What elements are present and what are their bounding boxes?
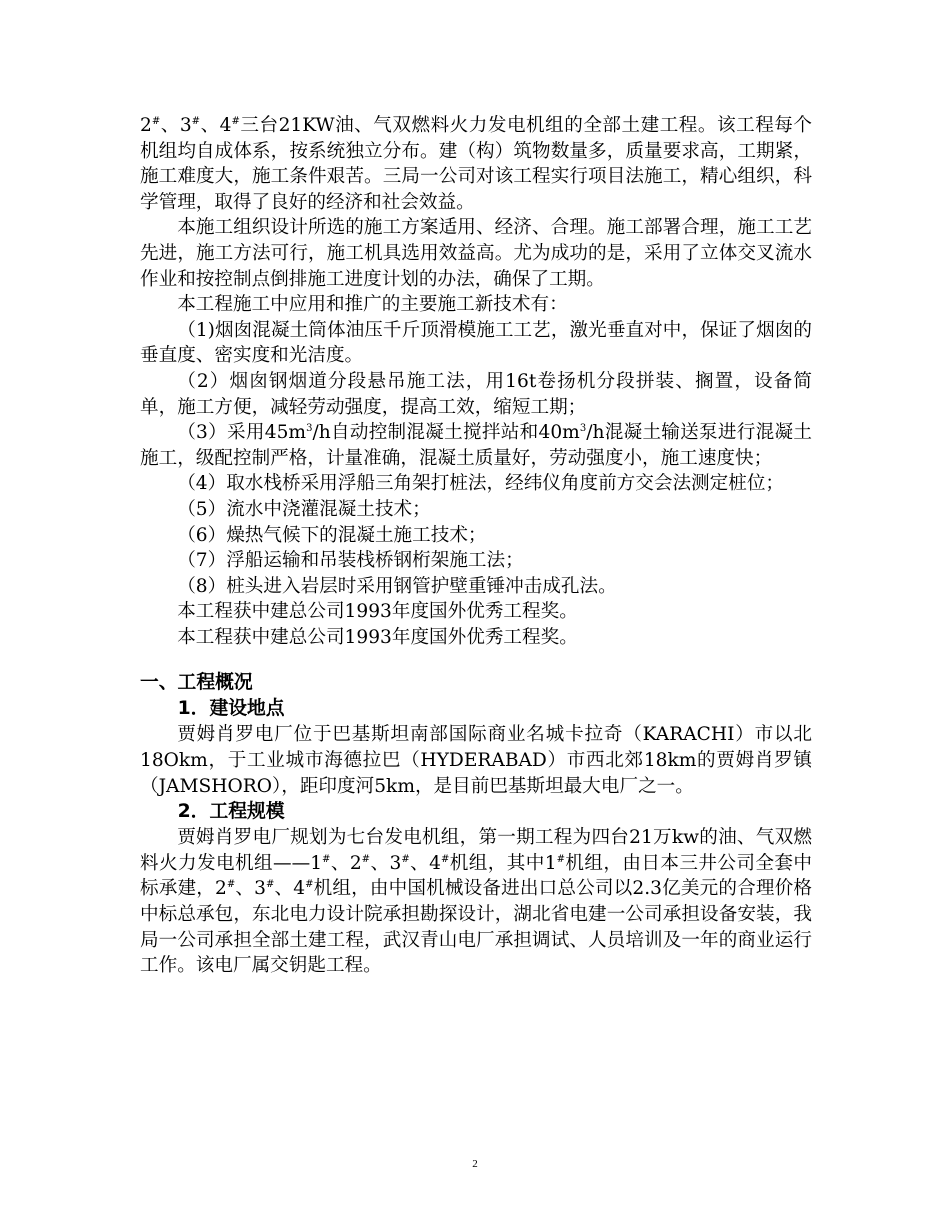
document-body (140, 113, 812, 979)
section-heading: 一、工程概况 (140, 672, 253, 694)
paragraph: （1)烟囱混凝土筒体油压千斤顶滑模施工工艺，激光垂直对中，保证了烟囱的垂直度、密实度和光洁度。 (140, 319, 812, 367)
paragraph: 2#、3#、4#三台21KW油、气双燃料火力发电机组的全部土建工程。该工程每个机组均自成体系，按系统独立分布。建（构）筑物数量多，质量要求高，工期紧，施工难度大，施工条件艰苦。三局一公司对该工程实行项目法施工，精心组织，科学管理，取得了良好的经济和社会效益。 (140, 115, 812, 213)
section-heading: 2．工程规模 (177, 801, 285, 823)
paragraph: （6）燥热气候下的混凝土施工技术； (177, 524, 487, 546)
paragraph: 本施工组织设计所选的施工方案适用、经济、合理。施工部署合理，施工工艺先进，施工方法可行，施工机具选用效益高。尤为成功的是，采用了立体交叉流水作业和按控制点倒排施工进度计划的办法，确保了工期。 (140, 217, 812, 290)
paragraph: 本工程获中建总公司1993年度国外优秀工程奖。 (177, 626, 578, 648)
section-heading: 1．建设地点 (177, 698, 285, 720)
paragraph: （8）桩头进入岩层时采用钢管护壁重锤冲击成孔法。 (177, 575, 617, 597)
paragraph: （3）采用$45m^3/h$自动控制混凝土搅拌站和$40m^3/h$混凝土输送泵进行混凝土施工，级配控制严格，计量准确，混凝土质量好，劳动强度小，施工速度快； (140, 422, 812, 469)
paragraph: 贾姆肖罗电厂规划为七台发电机组，第一期工程为四台21万kw的油、气双燃料火力发电机组——1#、2#、3#、4#机组，其中1#机组，由日本三井公司全套中标承建，2#、3#、4#机组，由中国机械设备进出口总公司以2.3亿美元的合理价格中标总承包，东北电力设计院承担勘探设计，湖北省电建一公司承担设备安装，我局一公司承担全部土建工程，武汉青山电厂承担调试、人员培训及一年的商业运行工作。该电厂属交钥匙工程。 (140, 827, 812, 977)
paragraph: （4）取水栈桥采用浮船三角架打桩法，经纬仪角度前方交会法测定桩位； (177, 473, 785, 495)
paragraph: （7）浮船运输和吊装栈桥钢桁架施工法； (177, 550, 524, 572)
paragraph: （2）烟囱钢烟道分段悬吊施工法，用16t卷扬机分段拼装、搁置，设备简单，施工方便，减轻劳动强度，提高工效，缩短工期； (140, 370, 812, 418)
paragraph: 本工程施工中应用和推广的主要施工新技术有： (177, 294, 568, 316)
paragraph: 本工程获中建总公司1993年度国外优秀工程奖。 (177, 601, 578, 623)
page-number: 2 (472, 1158, 478, 1170)
paragraph: （5）流水中浇灌混凝土技术； (177, 498, 431, 520)
paragraph: 贾姆肖罗电厂位于巴基斯坦南部国际商业名城卡拉奇（KARACHI）市以北18Okm，于工业城市海德拉巴（HYDERABAD）市西北郊18km的贾姆肖罗镇（JAMSHORO），距印度河5km，是目前巴基斯坦最大电厂之一。 (140, 724, 812, 797)
